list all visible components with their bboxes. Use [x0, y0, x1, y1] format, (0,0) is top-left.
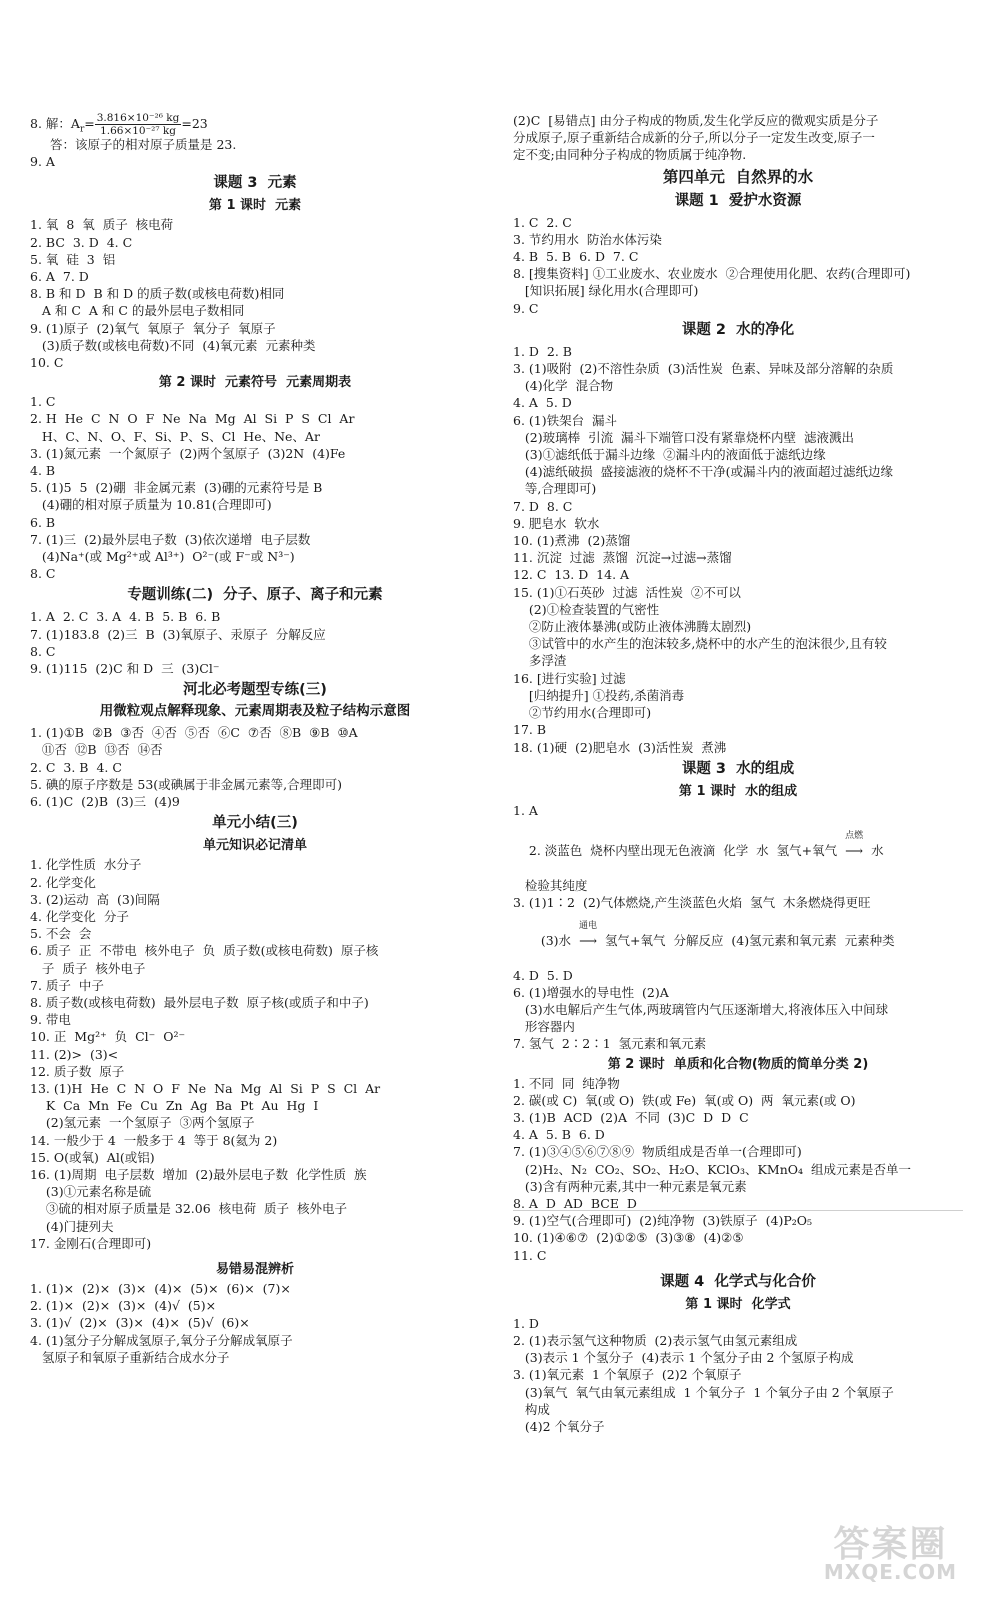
- answer-line: 1. (1)× (2)× (3)× (4)× (5)× (6)× (7)×: [30, 1280, 291, 1296]
- answer-line: 12. 质子数 原子: [30, 1063, 125, 1079]
- answer-line: 11. C: [513, 1247, 547, 1263]
- section-title: 课题 4 化学式与化合价: [660, 1273, 816, 1290]
- answer-line: ②防止液体暴沸(或防止液体沸腾太剧烈): [513, 619, 752, 635]
- answer-line: A 和 C A 和 C 的最外层电子数相同: [30, 303, 245, 319]
- right-column: [513, 112, 963, 1435]
- answer-line: ⑪否 ⑫B ⑬否 ⑭否: [30, 742, 163, 758]
- answer-line: 7. (1)三 (2)最外层电子数 (3)依次递增 电子层数: [30, 531, 311, 547]
- answer-line: 1. D 2. B: [513, 343, 572, 359]
- reaction-arrow: 通电 ⟶: [579, 921, 598, 949]
- answer-line: 9. (1)115 (2)C 和 D 三 (3)Cl⁻: [30, 661, 220, 677]
- answer-line: 1. 化学性质 水分子: [30, 857, 142, 873]
- answer-line: 2. H He C N O F Ne Na Mg Al Si P S Cl Ar: [30, 411, 355, 427]
- answer-line: 2. BC 3. D 4. C: [30, 234, 133, 250]
- answer-line: 4. A 5. D: [513, 395, 572, 411]
- left-column: [30, 112, 480, 1366]
- answer-line: 14. 一般少于 4 一般多于 4 等于 8(氦为 2): [30, 1132, 278, 1148]
- answer-line: 3. (1)√ (2)× (3)× (4)× (5)√ (6)×: [30, 1315, 250, 1331]
- answer-line: 1. C 2. C: [513, 214, 572, 230]
- answer-list: [30, 393, 480, 582]
- answer-line: [归纳提升] ①投药,杀菌消毒: [513, 687, 685, 703]
- lesson-title: 第 1 课时 水的组成: [678, 783, 798, 799]
- answer-line: 1. (1)①B ②B ③否 ④否 ⑤否 ⑥C ⑦否 ⑧B ⑨B ⑩A: [30, 725, 358, 741]
- answer-list: [513, 343, 963, 756]
- answer-line: 17. B: [513, 722, 547, 738]
- answer-line: 10. (1)煮沸 (2)蒸馏: [513, 533, 631, 549]
- answer-line: 8. C: [30, 643, 56, 659]
- section-title: 河北必考题型专练(三): [183, 682, 327, 699]
- answer-line: 3. 节约用水 防治水体污染: [513, 231, 662, 247]
- answer-line: 构成: [513, 1401, 550, 1417]
- answer-line: (3)①滤纸低于漏斗边缘 ②漏斗内的液面低于滤纸边缘: [513, 447, 826, 463]
- answer-line: 8. C: [30, 566, 56, 582]
- answer-line: (4)门捷列夫: [30, 1218, 114, 1234]
- answer-line: 11. (2)> (3)<: [30, 1046, 119, 1062]
- answer-line: 6. A 7. D: [30, 269, 89, 285]
- answer-line: 17. 金刚石(合理即可): [30, 1235, 152, 1251]
- answer-line: 氢原子和氧原子重新结合成水分子: [30, 1349, 230, 1365]
- answer-line: 2. 化学变化: [30, 874, 96, 890]
- answer-list: [30, 856, 480, 1252]
- answer-line: 9. 带电: [30, 1012, 71, 1028]
- answer-line: (3)①元素名称是硫: [30, 1184, 152, 1200]
- unit-title: 第四单元 自然界的水: [662, 167, 814, 186]
- answer-line: 5. 碘的原子序数是 53(或碘属于非金属元素等,合理即可): [30, 776, 343, 792]
- answer-line: 1. 氧 8 氧 质子 核电荷: [30, 217, 174, 233]
- answer-line: 1. A 2. C 3. A 4. B 5. B 6. B: [30, 609, 221, 625]
- answer-line: 6. B: [30, 514, 56, 530]
- answer-list: [30, 608, 480, 677]
- answer-line: 10. 正 Mg²⁺ 负 Cl⁻ O²⁻: [30, 1029, 186, 1045]
- answer-line: (4)化学 混合物: [513, 378, 614, 394]
- answer-line: 2. (1)× (2)× (3)× (4)√ (5)×: [30, 1298, 217, 1314]
- answer-line: 3. (1)氧元素 1 个氧原子 (2)2 个氧原子: [513, 1367, 742, 1383]
- answer-line: 8. 质子数(或核电荷数) 最外层电子数 原子核(或质子和中子): [30, 994, 369, 1010]
- answer-list: [513, 112, 963, 164]
- section-title: 课题 2 水的净化: [681, 321, 795, 338]
- answer-line: K Ca Mn Fe Cu Zn Ag Ba Pt Au Hg I: [30, 1098, 319, 1114]
- fraction: $\frac{\text{3.816×10⁻²⁶ kg}}{\text{1.66×10⁻²⁷ kg}}$: [96, 112, 180, 136]
- answer-line: 5. 氧 硅 3 铝: [30, 251, 116, 267]
- answer-line: 3. (1)氮元素 一个氮原子 (2)两个氢原子 (3)2N (4)Fe: [30, 445, 346, 461]
- answer-line: 多浮渣: [513, 653, 567, 669]
- answer-line: 4. 化学变化 分子: [30, 908, 129, 924]
- answer-line: 4. A 5. B 6. D: [513, 1127, 605, 1143]
- answer-line: ③硫的相对原子质量是 32.06 核电荷 质子 核外电子: [30, 1201, 347, 1217]
- answer-line: 定不变;由同种分子构成的物质属于纯净物.: [513, 147, 747, 163]
- answer-q9: 9. A: [30, 154, 55, 170]
- answer-line: 9. (1)空气(合理即可) (2)纯净物 (3)铁原子 (4)P₂O₅: [513, 1213, 812, 1229]
- answer-line: 5. 不会 会: [30, 926, 92, 942]
- answer-line: 15. (1)①石英砂 过滤 活性炭 ②不可以: [513, 584, 741, 600]
- divider: [513, 1210, 963, 1211]
- answer-line: ③试管中的水产生的泡沫较多,烧杯中的水产生的泡沫很少,且有较: [513, 636, 887, 652]
- answer-line: 9. (1)原子 (2)氧气 氧原子 氧分子 氧原子: [30, 320, 276, 336]
- answer-line-equation: 2. 淡蓝色 烧杯内壁出现无色液滴 化学 水 氢气+氧气 点燃 ⟶ 水: [528, 831, 884, 859]
- answer-line: (3)表示 1 个氢分子 (4)表示 1 个氢分子由 2 个氢原子构成: [513, 1350, 854, 1366]
- answer-line: 4. D 5. D: [513, 967, 573, 983]
- answer-line: 5. (1)5 5 (2)硼 非金属元素 (3)硼的元素符号是 B: [30, 480, 323, 496]
- answer-line: (2)H₂、N₂ CO₂、SO₂、H₂O、KClO₃、KMnO₄ 组成元素是否单一: [513, 1161, 911, 1177]
- answer-line: 6. 质子 正 不带电 核外电子 负 质子数(或核电荷数) 原子核: [30, 943, 379, 959]
- answer-line-equation: (3)水 通电 ⟶ 氢气+氧气 分解反应 (4)氢元素和氧元素 元素种类: [528, 921, 895, 949]
- section-title: 单元小结(三): [212, 815, 298, 832]
- lesson-title: 易错易混辨析: [215, 1261, 294, 1277]
- answer-line: 2. C 3. B 4. C: [30, 759, 122, 775]
- answer-line: 1. C: [30, 394, 56, 410]
- answer-line: (3)水电解后产生气体,两玻璃管内气压逐渐增大,将液体压入中间球: [513, 1001, 889, 1017]
- answer-line: 12. C 13. D 14. A: [513, 567, 630, 583]
- answer-line: 形容器内: [513, 1019, 575, 1035]
- answer-line: (3)含有两种元素,其中一种元素是氧元素: [513, 1178, 747, 1194]
- answer-line: 10. C: [30, 355, 64, 371]
- answer-line: 3. (1)B ACD (2)A 不同 (3)C D D C: [513, 1109, 749, 1125]
- answer-line: 2. 碳(或 C) 氧(或 O) 铁(或 Fe) 氧(或 O) 两 氧元素(或 O): [513, 1092, 856, 1108]
- lesson-title: 第 2 课时 单质和化合物(物质的简单分类 2): [607, 1056, 869, 1072]
- answer-list: [513, 214, 963, 317]
- answer-list: [513, 967, 963, 1053]
- answer-line: 18. (1)硬 (2)肥皂水 (3)活性炭 煮沸: [513, 739, 727, 755]
- answer-line: 7. (1)③④⑤⑥⑦⑧⑨ 物质组成是否单一(合理即可): [513, 1144, 802, 1160]
- answer-list: [513, 802, 963, 819]
- answer-line: 等,合理即可): [513, 481, 597, 497]
- answer-line: 9. C: [513, 300, 539, 316]
- answer-line: 11. 沉淀 过滤 蒸馏 沉淀→过滤→蒸馏: [513, 550, 732, 566]
- answer-line: ②节约用水(合理即可): [513, 705, 652, 721]
- answer-line: (2)C [易错点] 由分子构成的物质,发生化学反应的微观实质是分子: [513, 113, 879, 128]
- answer-list: [513, 1075, 963, 1264]
- answer-line: (2)①检查装置的气密性: [513, 601, 660, 617]
- answer-line: (4)硼的相对原子质量为 10.81(合理即可): [30, 497, 272, 513]
- answer-line: 10. (1)④⑥⑦ (2)①②⑤ (3)③⑧ (4)②⑤: [513, 1230, 744, 1246]
- answer-q8-text: 答：该原子的相对原子质量是 23.: [50, 137, 237, 152]
- answer-line: (2)氢元素 一个氢原子 ③两个氢原子: [30, 1115, 255, 1131]
- section-title: 专题训练(二) 分子、原子、离子和元素: [127, 587, 383, 604]
- answer-line: (3)质子数(或核电荷数)不同 (4)氧元素 元素种类: [30, 337, 316, 353]
- answer-line: 4. B: [30, 463, 56, 479]
- answer-line: 2. (1)表示氢气这种物质 (2)表示氢气由氢元素组成: [513, 1332, 798, 1348]
- answer-line: 6. (1)增强水的导电性 (2)A: [513, 984, 669, 1000]
- answer-line: 6. (1)铁架台 漏斗: [513, 412, 618, 428]
- answer-line: 7. (1)183.8 (2)三 B (3)氧原子、汞原子 分解反应: [30, 626, 326, 642]
- section-subtitle: 用微粒观点解释现象、元素周期表及粒子结构示意图: [99, 703, 411, 720]
- answer-list: [30, 724, 480, 810]
- lesson-title: 第 1 课时 元素: [208, 198, 302, 214]
- answer-line: 3. (1)1∶2 (2)气体燃烧,产生淡蓝色火焰 氢气 木条燃烧得更旺: [513, 894, 871, 910]
- answer-line: 8. [搜集资料] ①工业废水、农业废水 ②合理使用化肥、农药(合理即可): [513, 266, 911, 282]
- lesson-title: 第 1 课时 化学式: [685, 1296, 791, 1312]
- answer-line: 1. A: [513, 802, 538, 818]
- section-title: 课题 3 元素: [213, 175, 297, 192]
- answer-line: 7. 氢气 2∶2∶1 氢元素和氧元素: [513, 1036, 707, 1052]
- answer-line: (4)2 个氧分子: [513, 1419, 605, 1434]
- answer-q8: 8. 解：$A_r=$ $\frac{\text{3.816×10⁻²⁶ kg}}{\text{1.66×10⁻²⁷ kg}}$ =23: [30, 112, 208, 136]
- answer-list: [30, 1280, 480, 1366]
- watermark-logo: 答案圈 MXQE.COM: [823, 1524, 958, 1584]
- answer-line: (4)滤纸破损 盛接滤液的烧杯不干净(或漏斗内的液面超过滤纸边缘: [513, 464, 893, 480]
- answer-line: (2)玻璃棒 引流 漏斗下端管口没有紧靠烧杯内壁 滤液溅出: [513, 429, 854, 445]
- answer-line: 8. A D AD BCE D: [513, 1195, 637, 1211]
- lesson-title: 第 2 课时 元素符号 元素周期表: [158, 375, 352, 391]
- answer-line: 7. 质子 中子: [30, 977, 104, 993]
- answer-list: [30, 216, 480, 371]
- reaction-arrow: 点燃 ⟶: [845, 831, 864, 859]
- answer-line: 1. 不同 同 纯净物: [513, 1075, 620, 1091]
- answer-line: 16. (1)周期 电子层数 增加 (2)最外层电子数 化学性质 族: [30, 1166, 367, 1182]
- answer-line: 16. [进行实验] 过滤: [513, 670, 626, 686]
- answer-line: 3. (1)吸附 (2)不溶性杂质 (3)活性炭 色素、异味及部分溶解的杂质: [513, 361, 894, 377]
- answer-line: 6. (1)C (2)B (3)三 (4)9: [30, 794, 180, 810]
- answer-line: 1. D: [513, 1315, 539, 1331]
- lesson-title: 单元知识必记清单: [202, 838, 307, 854]
- answer-line: 检验其纯度: [513, 877, 588, 893]
- answer-line: 8. B 和 D B 和 D 的质子数(或核电荷数)相同: [30, 286, 285, 302]
- answer-line: 分成原子,原子重新结合成新的分子,所以分子一定发生改变,原子一: [513, 130, 875, 146]
- answer-line: 15. O(或氧) Al(或铝): [30, 1149, 155, 1165]
- answer-line: H、C、N、O、F、Si、P、S、Cl He、Ne、Ar: [30, 428, 320, 444]
- answer-line: 4. B 5. B 6. D 7. C: [513, 249, 639, 265]
- answer-line: 3. (2)运动 高 (3)间隔: [30, 891, 160, 907]
- answer-line: 13. (1)H He C N O F Ne Na Mg Al Si P S Cl Ar: [30, 1080, 381, 1096]
- section-title: 课题 1 爱护水资源: [674, 192, 802, 209]
- answer-line: 4. (1)氢分子分解成氢原子,氧分子分解成氧原子: [30, 1332, 293, 1348]
- answer-line: 7. D 8. C: [513, 498, 573, 514]
- answer-line: (4)Na⁺(或 Mg²⁺或 Al³⁺) O²⁻(或 F⁻或 N³⁻): [30, 549, 295, 565]
- section-title: 课题 3 水的组成: [681, 760, 795, 777]
- answer-line: (3)氧气 氧气由氧元素组成 1 个氧分子 1 个氧分子由 2 个氧原子: [513, 1384, 894, 1400]
- answer-line: 9. 肥皂水 软水: [513, 515, 600, 531]
- answer-line: [知识拓展] 绿化用水(合理即可): [513, 283, 699, 299]
- answer-line: 子 质子 核外电子: [30, 960, 146, 976]
- answer-list: [513, 1315, 963, 1435]
